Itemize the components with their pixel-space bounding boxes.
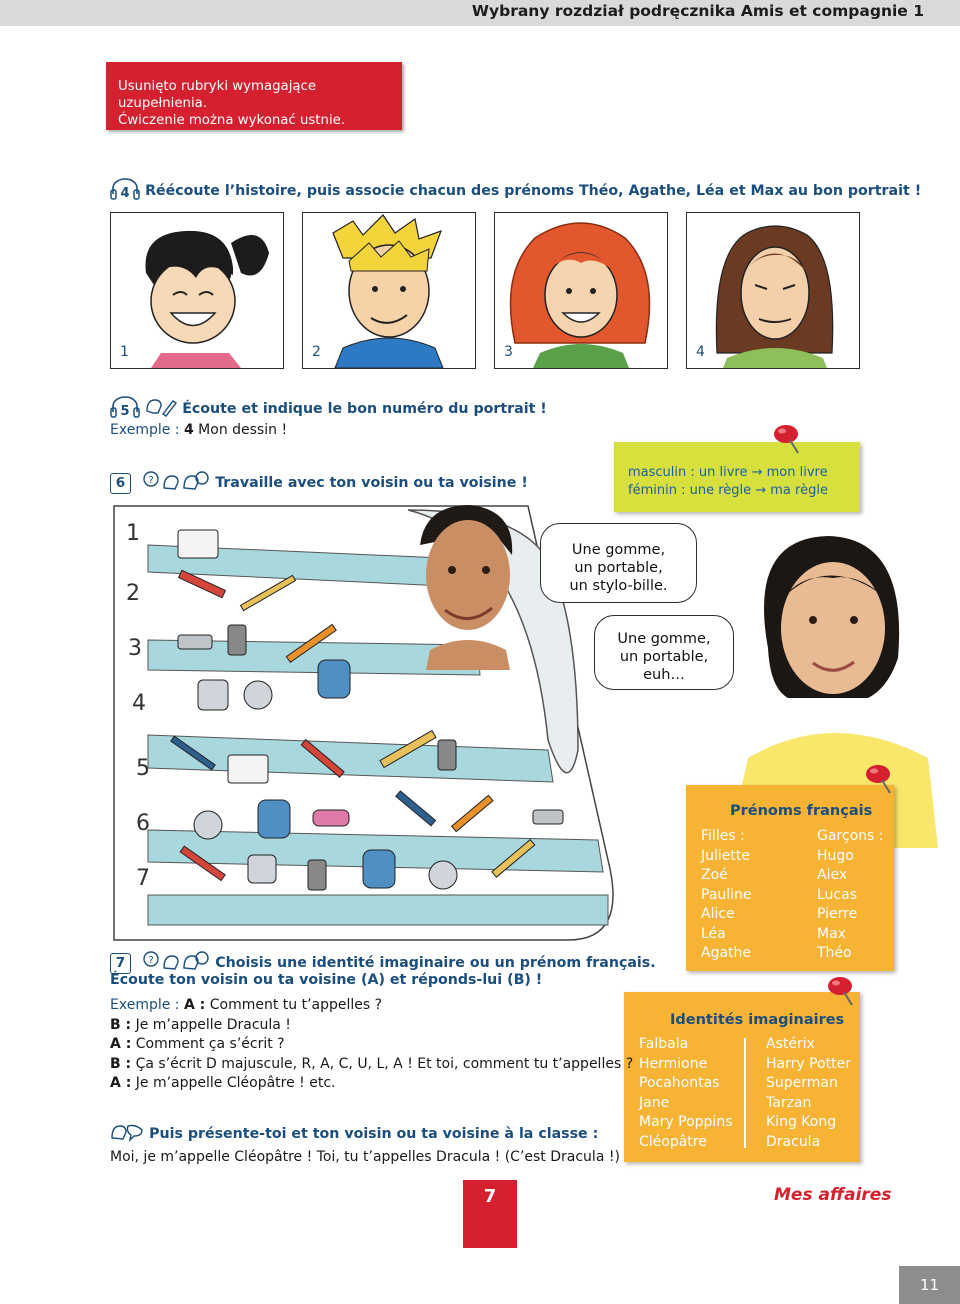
page-number: 11 [899,1266,960,1304]
red-curly-girl-drawing [495,213,667,368]
ex7-instruction-1: Choisis une identité imaginaire ou un prénom français. [215,955,656,971]
garcon-name: Max [817,925,846,942]
dialogue-line [110,1016,633,1036]
portrait-3[interactable] [494,212,668,369]
dialogue-line [110,1035,633,1055]
pushpin-icon [822,972,862,1012]
ex5-example-label: Exemple : [110,422,180,438]
page-header-title: Wybrany rozdział podręcznika Amis et compagnie 1 [471,2,924,20]
blond-boy-drawing [303,213,475,368]
portrait-4[interactable] [686,212,860,369]
garcons-column [817,827,883,964]
identity-name: Superman [766,1075,838,1091]
pushpin-icon [768,420,808,460]
garcon-name: Hugo [817,847,854,864]
portrait-number-4: 4 [696,344,705,360]
portrait-2[interactable] [302,212,476,369]
garcon-name: Pierre [817,906,858,922]
speak-write-icon [145,397,177,421]
speaking-icon [110,1122,144,1146]
imaginary-identities-box [624,992,860,1162]
row-number-2: 2 [126,581,140,606]
note-line-2: Ćwiczenie można wykonać ustnie. [118,113,346,128]
ex6-heading [110,470,528,496]
headphones-icon [110,396,140,422]
ex5-example-num: 4 [183,422,194,438]
speaker-label: A : [110,1036,132,1052]
portrait-1[interactable] [110,212,284,369]
identities-left-column [639,1035,733,1152]
ex7-followup-heading [110,1122,598,1146]
unit-title: Mes affaires [774,1185,892,1205]
ex7-instruction-2: Écoute ton voisin ou ta voisine (A) et réponds-lui (B) ! [110,972,543,988]
svg-text:?: ? [148,955,154,966]
removed-sections-note [106,62,402,130]
identity-name: Mary Poppins [639,1114,733,1130]
filles-column [701,827,752,964]
boy-bubble-line-3: un stylo-bille. [569,578,668,594]
speaker-label: B : [110,1016,132,1033]
boy-photo [400,500,540,674]
long-hair-boy-drawing [687,213,859,368]
girl-bubble-line-3: euh… [643,667,685,683]
grammar-feminin: féminin : une règle → ma règle [628,483,828,498]
row-number-1: 1 [126,521,140,546]
identity-name: King Kong [766,1114,837,1130]
filles-label: Filles : [701,828,745,844]
dialogue-text: Je m’appelle Cléopâtre ! etc. [135,1075,336,1091]
note-line-1: Usunięto rubryki wymagające uzupełnienia. [118,79,317,111]
unit-tab: 7 [463,1180,517,1248]
ex7-follow-instruction: Puis présente-toi et ton voisin ou ta voisine à la classe : [149,1126,599,1142]
ex7-number: 7 [110,953,131,974]
identity-name: Falbala [639,1036,689,1052]
fille-name: Pauline [701,886,752,903]
dialogue-text: Je m’appelle Dracula ! [135,1016,291,1033]
dialogue-text: Ça s’écrit D majuscule, R, A, C, U, L, A ! Et toi, comment tu t’appelles ? [135,1055,634,1072]
ex7-dialogue [110,996,633,1094]
ex7-follow-text: Moi, je m’appelle Cléopâtre ! Toi, tu t’appelles Dracula ! (C’est Dracula !) [110,1149,620,1165]
identity-name: Hermione [639,1055,708,1072]
identity-name: Harry Potter [766,1055,851,1072]
column-divider [744,1038,746,1148]
garcon-name: Lucas [817,886,857,903]
row-number-6: 6 [136,811,150,836]
girl-bubble-line-2: un portable, [619,649,709,665]
svg-text:4: 4 [120,186,130,200]
ex5-instruction: Écoute et indique le bon numéro du portrait ! [182,401,547,417]
dialogue-line [110,1074,633,1094]
portrait-number-1: 1 [120,344,129,360]
garcon-name: Alex [817,867,848,883]
grammar-masculin: masculin : un livre → mon livre [628,465,828,480]
pushpin-icon [860,760,900,800]
dialogue-text: Comment ça s’écrit ? [135,1036,285,1052]
ex5-heading [110,396,547,422]
svg-text:?: ? [148,475,154,486]
speaker-label: A : [110,1075,132,1091]
identity-name: Astérix [766,1036,815,1052]
ex4-instruction: Réécoute l’histoire, puis associe chacun des prénoms Théo, Agathe, Léa et Max au bon portrait ! [145,183,922,199]
identity-name: Tarzan [766,1094,812,1111]
ex6-number: 6 [110,473,131,494]
fille-name: Zoé [701,867,728,883]
identities-title: Identités imaginaires [670,1012,845,1028]
ex4-heading [110,178,921,204]
identity-name: Cléopâtre [639,1133,707,1150]
row-number-3: 3 [128,636,142,661]
dialogue-line [110,996,633,1016]
speaker-label: A : [183,997,206,1013]
fille-name: Léa [701,925,726,942]
french-names-title: Prénoms français [730,803,873,819]
boy-bubble-line-2: un portable, [574,560,663,576]
ex5-example [110,422,287,438]
garcons-label: Garçons : [817,828,884,844]
girl-speech-bubble [594,615,734,690]
boy-speech-bubble [540,523,697,603]
ex7-example-label: Exemple : [110,997,180,1013]
row-number-5: 5 [136,756,150,781]
ex5-example-text: Mon dessin ! [198,422,288,438]
pair-speaking-icon [142,470,210,496]
fille-name: Juliette [701,847,750,864]
boy-bubble-line-1: Une gomme, [571,542,666,558]
ex6-instruction: Travaille avec ton voisin ou ta voisine ! [215,475,528,491]
fille-name: Alice [701,906,735,922]
row-number-7: 7 [136,866,150,891]
fille-name: Agathe [701,945,752,961]
headphones-icon [110,178,140,204]
svg-text:5: 5 [120,404,130,418]
dialogue-line [110,1055,633,1075]
row-number-4: 4 [132,691,146,716]
girl-bubble-line-1: Une gomme, [617,631,711,647]
portrait-number-2: 2 [312,344,321,360]
french-names-box [686,785,894,971]
dialogue-text: Comment tu t’appelles ? [209,997,383,1013]
portrait-number-3: 3 [504,344,513,360]
speaker-label: B : [110,1055,132,1072]
identity-name: Dracula [766,1133,821,1150]
garcon-name: Théo [817,945,852,961]
identity-name: Pocahontas [639,1075,720,1091]
identities-right-column [766,1035,851,1152]
girl-pigtails-drawing [111,213,283,368]
identity-name: Jane [639,1094,670,1111]
